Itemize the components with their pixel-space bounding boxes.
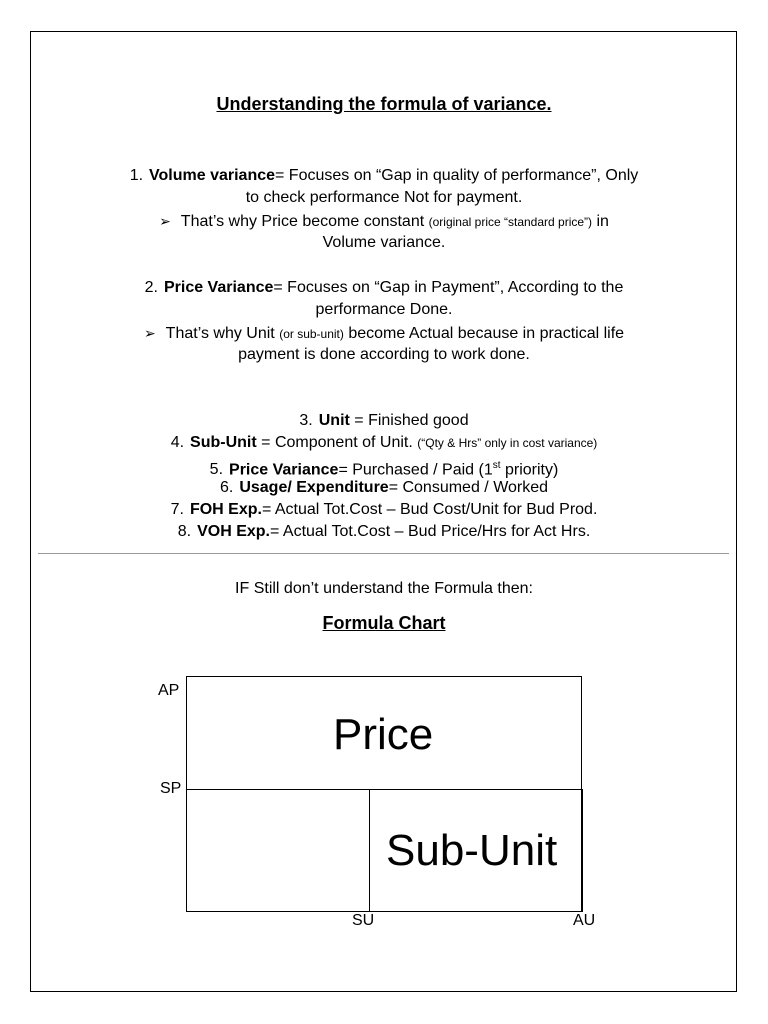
definition-6-term: Usage/ Expenditure [239, 479, 389, 496]
definition-4-text: = Component of Unit. [256, 434, 413, 451]
definition-7-text: = Actual Tot.Cost – Bud Cost/Unit for Bud Prod. [261, 501, 598, 518]
definition-3-term: Unit [318, 412, 350, 429]
definition-4 [0, 432, 768, 454]
item-2-bullet-line-2: payment is done according to work done. [238, 346, 530, 363]
arrow-bullet-icon: ➢ [143, 325, 156, 341]
definition-6-number: 6. [219, 479, 234, 496]
note-text: IF Still don’t understand the Formula then: [235, 580, 533, 597]
definition-6-text: = Consumed / Worked [388, 479, 549, 496]
item-1-line-2: to check performance Not for payment. [245, 189, 523, 206]
definition-3 [0, 410, 768, 432]
item-2-bullet-b: become Actual because in practical life [348, 325, 625, 342]
item-2-bullet-a: That’s why Unit [165, 325, 275, 342]
section-divider [38, 553, 729, 554]
item-1-line-1 [0, 165, 768, 187]
item-2-number: 2. [144, 279, 158, 296]
definition-4-number: 4. [170, 434, 185, 451]
definition-3-number: 3. [299, 412, 313, 429]
base-region [186, 789, 370, 912]
item-1-number: 1. [129, 167, 144, 184]
definition-6 [0, 477, 768, 499]
definition-8-number: 8. [177, 523, 192, 540]
definition-5-term: Price Variance [229, 461, 339, 479]
sub-unit-label: Sub-Unit [386, 826, 558, 875]
item-1-bullet-b: in [596, 213, 609, 230]
item-2-bullet-small: (or sub-unit) [279, 327, 344, 341]
item-2-term: Price Variance [163, 279, 274, 296]
item-1-bullet-line-2: Volume variance. [322, 234, 446, 251]
definition-4-note: (“Qty & Hrs” only in cost variance) [417, 436, 598, 450]
arrow-bullet-icon: ➢ [159, 213, 171, 229]
price-label: Price [333, 710, 434, 759]
axis-label-ap: AP [158, 682, 180, 699]
item-1-text-a: = Focuses on “Gap in quality of performance”, Only [275, 167, 639, 184]
definition-7-number: 7. [170, 501, 184, 518]
chart-title: Formula Chart [322, 613, 446, 633]
definition-8 [0, 521, 768, 543]
item-2-line-1 [0, 277, 768, 299]
axis-label-sp: SP [160, 780, 182, 797]
definition-8-term: VOH Exp. [197, 523, 270, 540]
definition-8-text: = Actual Tot.Cost – Bud Price/Hrs for Act Hrs. [269, 523, 591, 540]
definition-7 [0, 499, 768, 521]
item-1-bullet-small: (original price “standard price”) [428, 215, 593, 229]
definition-5-text: = Purchased / Paid (1 [338, 461, 493, 479]
item-2-bullet [0, 322, 768, 345]
item-1-bullet-a: That’s why Price become constant [180, 213, 425, 230]
definition-7-term: FOH Exp. [189, 501, 262, 518]
page-title: Understanding the formula of variance. [216, 94, 552, 114]
definition-5-superscript: st [492, 460, 501, 471]
axis-label-au: AU [573, 912, 596, 929]
item-2-text-a: = Focuses on “Gap in Payment”, According to the [273, 279, 624, 296]
item-1-term: Volume variance [149, 167, 276, 184]
item-2-line-2: performance Done. [315, 301, 453, 318]
definition-5-number: 5. [209, 461, 224, 479]
axis-label-su: SU [352, 912, 375, 929]
definition-5-text-end: priority) [500, 461, 559, 479]
item-1-bullet [0, 210, 768, 233]
definition-3-text: = Finished good [349, 412, 469, 429]
definition-4-term: Sub-Unit [190, 434, 257, 451]
